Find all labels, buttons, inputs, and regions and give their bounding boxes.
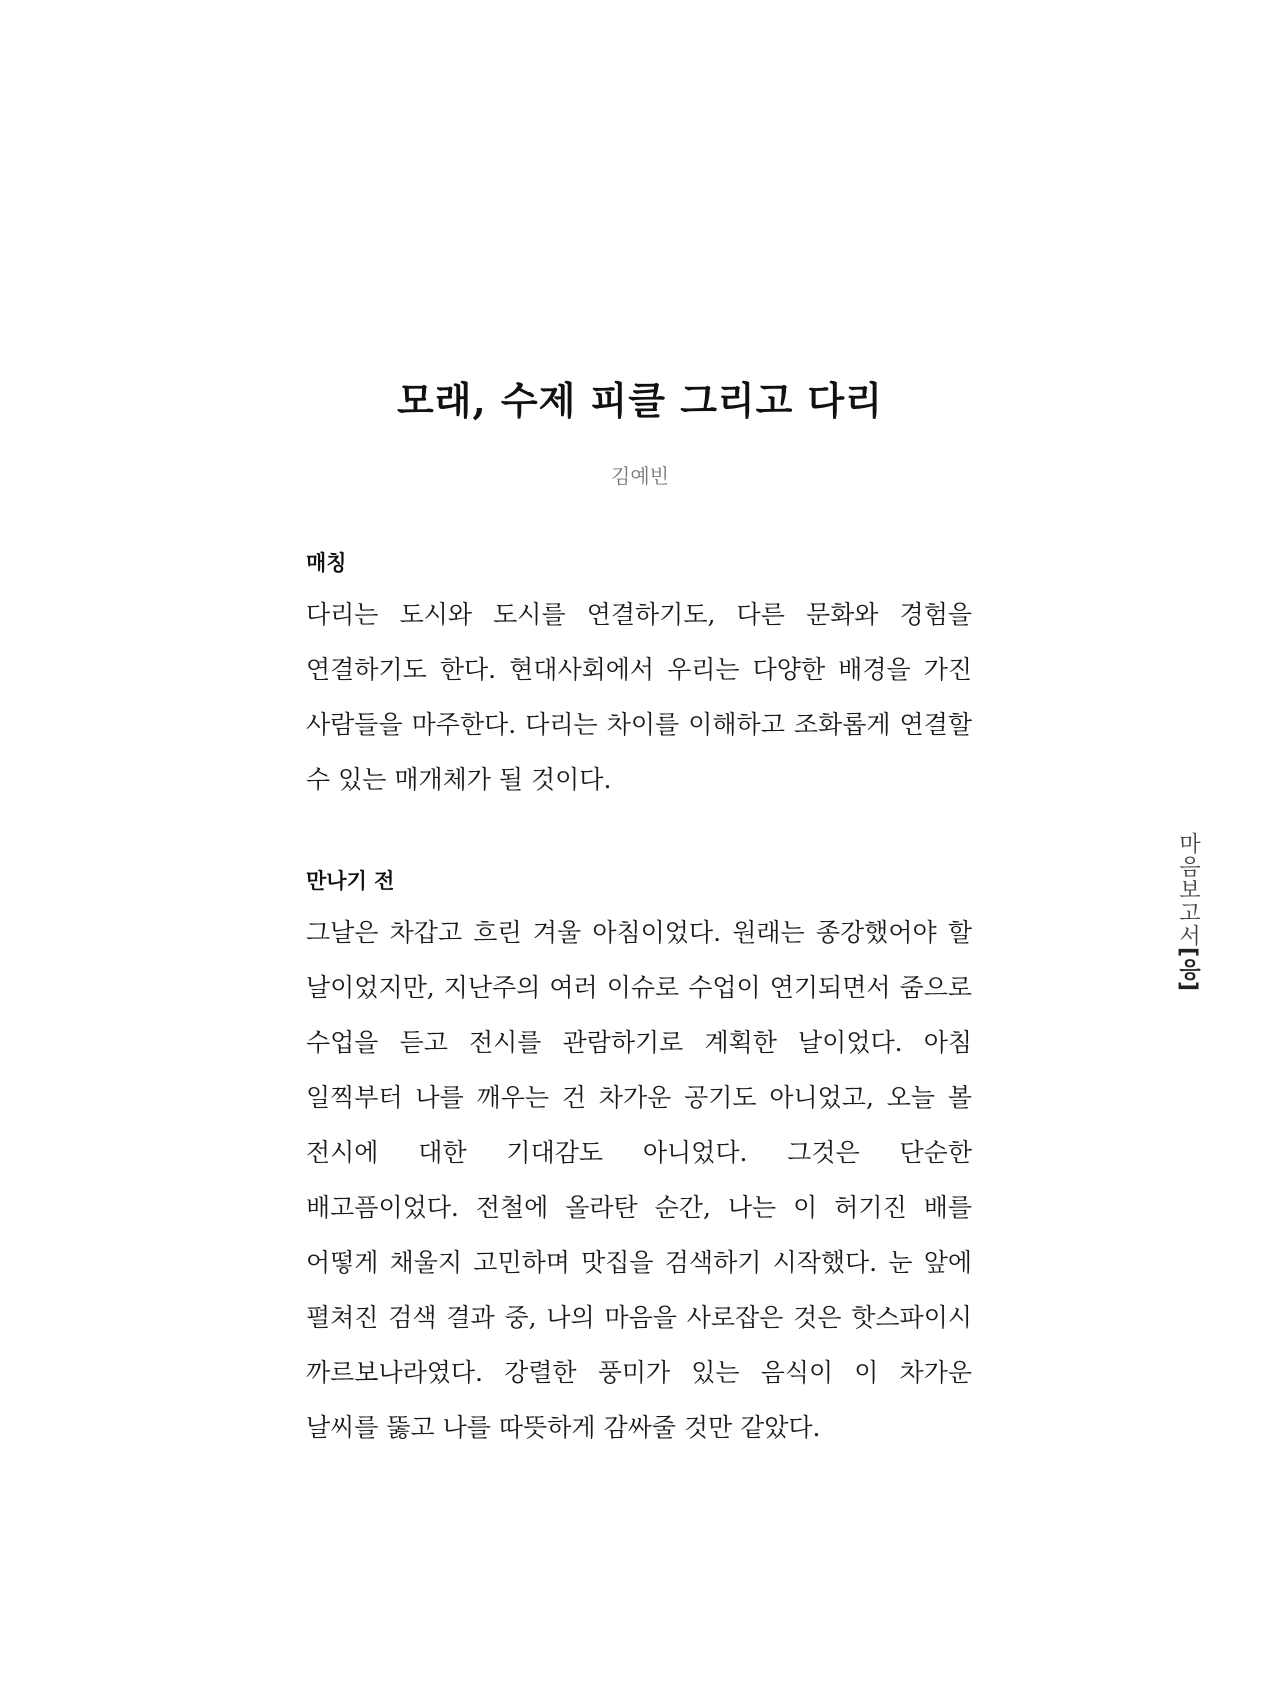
section-body: 그날은 차갑고 흐린 겨울 아침이었다. 원래는 종강했어야 할 날이었지만, 지난주의 여러 이슈로 수업이 연기되면서 줌으로 수업을 듣고 전시를 관람하기로 계획한 날이었다. 아침 일찍부터 나를 깨우는 건 차가운 공기도 아니었고, 오늘 볼 전시에 대한 기대감도 아니었다. 그것은 단순한 배고픔이었다. 전철에 올라탄 순간, 나는 이 허기진 배를 어떻게 채울지 고민하며 맛집을 검색하기 시작했다. 눈 앞에 펼쳐진 검색 결과 중, 나의 마음을 사로잡은 것은 핫스파이시 까르보나라였다. 강렬한 풍미가 있는 음식이 이 차가운 날씨를 뚫고 나를 따뜻하게 감싸줄 것만 같았다. xyxy=(306,918,972,1442)
section-before-meeting xyxy=(306,863,972,1455)
section-heading: 매칭 xyxy=(306,551,347,575)
side-tab-bracket-close: ] xyxy=(1175,981,1201,993)
side-tab-bracket-open: [ xyxy=(1175,947,1201,959)
author-name: 김예빈 xyxy=(611,464,669,488)
side-tab-label: 마음보고서 xyxy=(1175,832,1201,947)
section-body: 다리는 도시와 도시를 연결하기도, 다른 문화와 경험을 연결하기도 한다. 현대사회에서 우리는 다양한 배경을 가진 사람들을 마주한다. 다리는 차이를 이해하고 조화롭게 연결할 수 있는 매개체가 될 것이다. xyxy=(306,600,972,794)
side-index-tab xyxy=(1168,832,1208,1002)
page-title: 모래, 수제 피클 그리고 다리 xyxy=(397,378,883,423)
section-heading: 만나기 전 xyxy=(306,869,395,893)
side-tab-mark: 응 xyxy=(1175,958,1201,982)
section-matching xyxy=(306,545,972,807)
